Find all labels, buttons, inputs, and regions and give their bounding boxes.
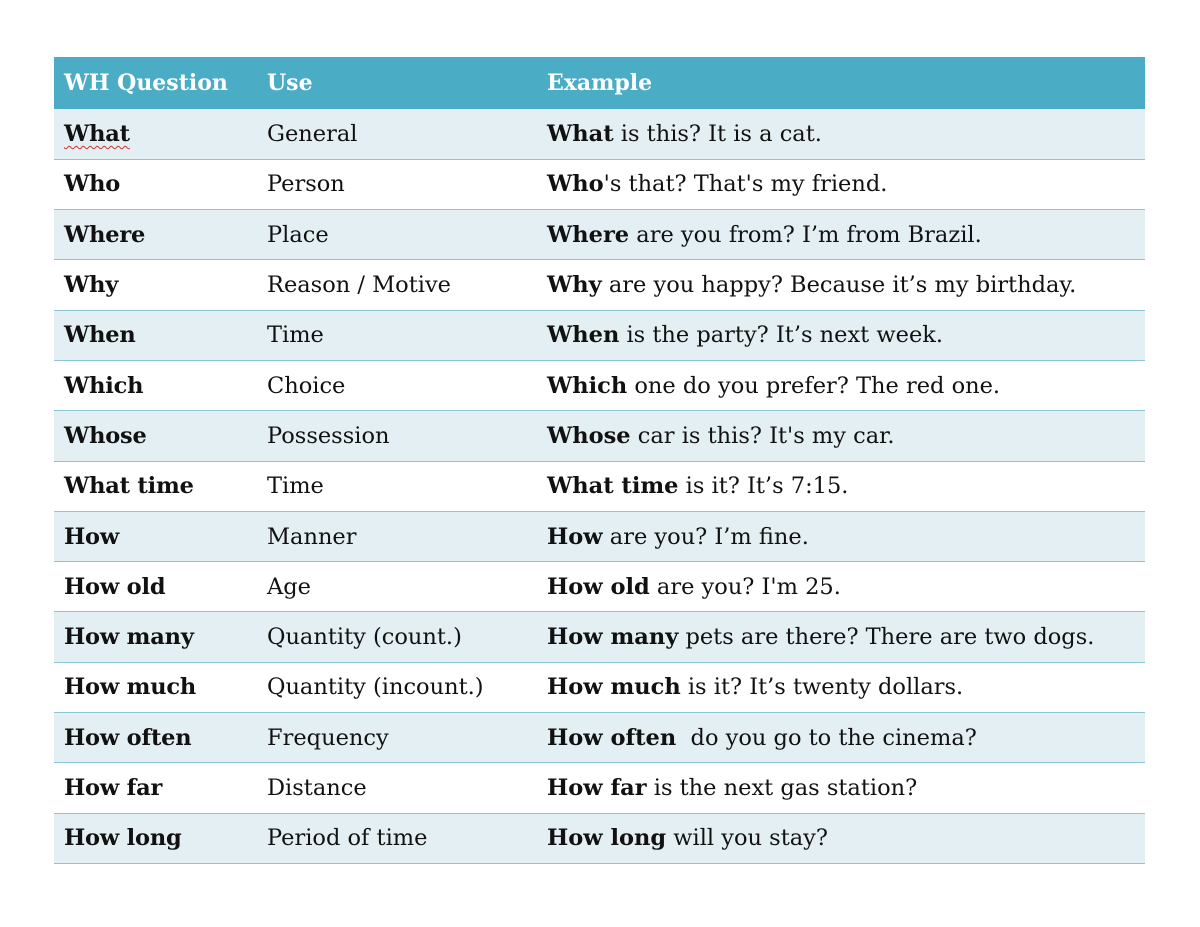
example-keyword: How old — [547, 573, 650, 600]
use-cell: Age — [267, 573, 311, 600]
example-keyword: How often — [547, 724, 677, 751]
example-sentence: are you? I'm 25. — [649, 573, 841, 600]
example-cell — [539, 813, 1145, 863]
wh-question-cell: How often — [64, 724, 192, 751]
example-sentence: one do you prefer? The red one. — [627, 372, 1001, 399]
table-row — [54, 713, 1145, 763]
example-sentence: will you stay? — [666, 825, 828, 852]
wh-question-cell: How long — [64, 825, 182, 852]
example-cell — [539, 109, 1145, 159]
example-cell — [539, 511, 1145, 561]
example-sentence: do you go to the cinema? — [676, 724, 977, 751]
example-keyword: How much — [547, 674, 681, 701]
wh-question-cell: What time — [64, 473, 194, 500]
wh-question-cell: What — [64, 120, 130, 147]
use-cell: Place — [267, 221, 329, 248]
example-cell — [539, 210, 1145, 260]
example-keyword: Which — [547, 372, 628, 399]
example-keyword: Who — [547, 171, 604, 198]
example-cell — [539, 411, 1145, 461]
example-keyword: How long — [547, 825, 667, 852]
use-cell: Distance — [267, 775, 367, 801]
wh-question-cell: When — [64, 322, 136, 349]
example-sentence: are you happy? Because it’s my birthday. — [601, 272, 1077, 299]
table-row — [54, 159, 1145, 209]
use-cell: Manner — [267, 523, 357, 550]
header-example: Example — [547, 70, 653, 96]
use-cell: Possession — [267, 422, 390, 449]
example-keyword: Whose — [547, 422, 631, 449]
table-row — [54, 562, 1145, 612]
example-sentence: car is this? It's my car. — [630, 422, 895, 449]
use-cell: Frequency — [267, 724, 389, 751]
header-use: Use — [267, 70, 313, 96]
example-sentence: pets are there? There are two dogs. — [678, 624, 1095, 651]
example-keyword: Why — [547, 272, 602, 299]
example-sentence: 's that? That's my friend. — [603, 171, 888, 198]
example-keyword: How far — [547, 775, 647, 801]
table-row — [54, 360, 1145, 410]
wh-question-table — [54, 57, 1145, 864]
example-cell — [539, 562, 1145, 612]
example-keyword: Where — [547, 221, 630, 248]
example-cell — [539, 159, 1145, 209]
use-cell: Time — [267, 322, 324, 349]
use-cell: Person — [267, 171, 345, 198]
example-sentence: is it? It’s 7:15. — [678, 473, 849, 500]
use-cell: Quantity (incount.) — [267, 674, 484, 701]
example-sentence: is the next gas station? — [646, 775, 918, 801]
table-row — [54, 310, 1145, 360]
use-cell: Period of time — [267, 825, 428, 852]
example-keyword: When — [547, 322, 620, 349]
table-row — [54, 612, 1145, 662]
wh-question-cell: Which — [64, 372, 144, 399]
wh-question-cell: How old — [64, 573, 166, 600]
use-cell: General — [267, 120, 358, 147]
example-sentence: is the party? It’s next week. — [619, 322, 944, 349]
use-cell: Time — [267, 473, 324, 500]
use-cell: Choice — [267, 372, 346, 399]
example-cell — [539, 662, 1145, 712]
table-header-row — [54, 57, 1145, 109]
example-sentence: is this? It is a cat. — [613, 120, 822, 147]
example-cell — [539, 461, 1145, 511]
example-keyword: What — [547, 120, 614, 147]
example-sentence: are you? I’m fine. — [602, 523, 809, 550]
table-row — [54, 411, 1145, 461]
example-keyword: What time — [547, 473, 679, 500]
table-row — [54, 813, 1145, 863]
wh-question-cell: How much — [64, 674, 197, 701]
example-sentence: is it? It’s twenty dollars. — [680, 674, 964, 701]
use-cell: Reason / Motive — [267, 272, 451, 299]
wh-question-cell: How many — [64, 624, 194, 651]
header-wh-question: WH Question — [64, 70, 228, 96]
example-keyword: How — [547, 523, 603, 550]
table-row — [54, 511, 1145, 561]
table-row — [54, 662, 1145, 712]
wh-question-cell: How — [64, 523, 120, 550]
table-row — [54, 260, 1145, 310]
wh-question-cell: Who — [64, 171, 121, 198]
table-row — [54, 210, 1145, 260]
example-cell — [539, 360, 1145, 410]
example-cell — [539, 310, 1145, 360]
table-row — [54, 109, 1145, 159]
use-cell: Quantity (count.) — [267, 624, 462, 651]
wh-question-cell: Where — [64, 221, 146, 248]
example-cell — [539, 713, 1145, 763]
table-row — [54, 763, 1145, 813]
example-cell — [539, 260, 1145, 310]
example-cell — [539, 612, 1145, 662]
table-body — [54, 109, 1145, 863]
table-row — [54, 461, 1145, 511]
example-keyword: How many — [547, 624, 679, 651]
example-sentence: are you from? I’m from Brazil. — [629, 221, 982, 248]
wh-question-cell: Why — [64, 272, 119, 299]
wh-question-cell: How far — [64, 775, 163, 801]
example-cell — [539, 763, 1145, 813]
wh-question-cell: Whose — [64, 422, 147, 449]
